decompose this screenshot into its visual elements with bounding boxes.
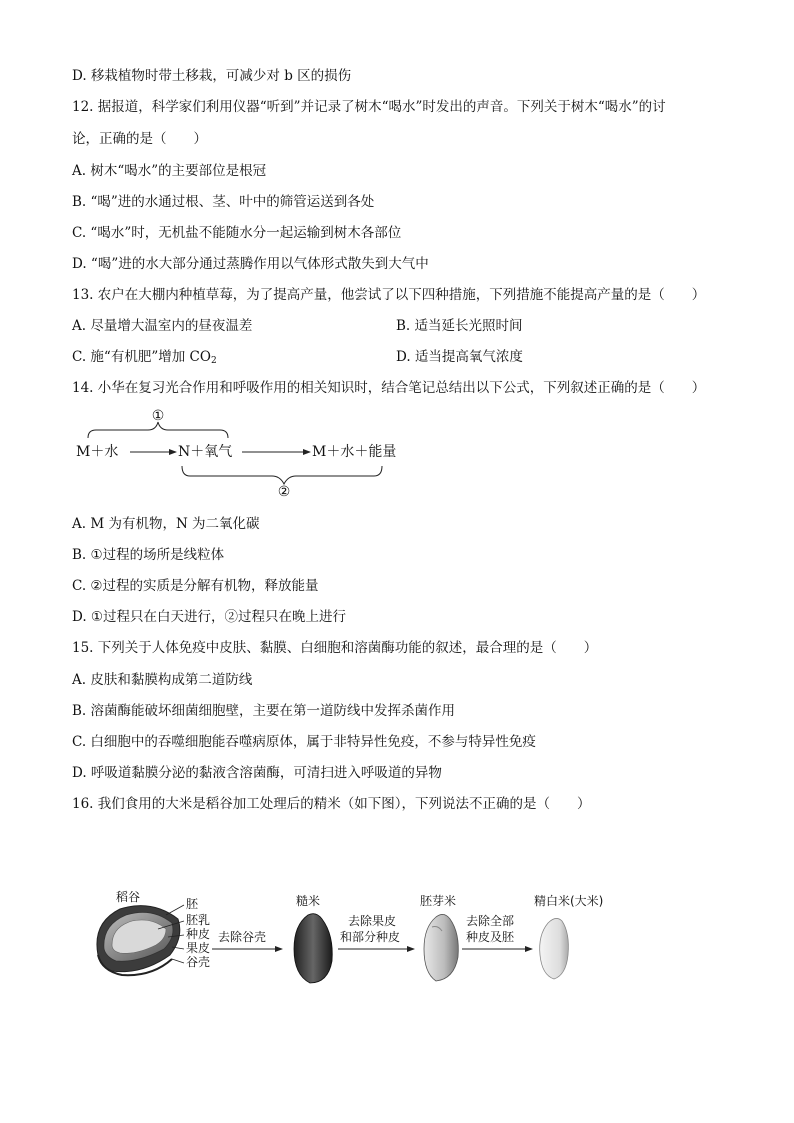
q14-stem: 14. 小华在复习光合作用和呼吸作用的相关知识时，结合笔记总结出以下公式，下列叙述正确的是（ ） — [72, 380, 706, 396]
q12-option-d: D. “喝”进的水大部分通过蒸腾作用以气体形式散失到大气中 — [72, 256, 429, 272]
q14-brace-top — [88, 422, 228, 438]
q15-option-b: B. 溶菌酶能破坏细菌细胞壁，主要在第一道防线中发挥杀菌作用 — [72, 703, 456, 719]
q14-formula-middle: N＋氧气 — [178, 444, 233, 460]
q16-product2-label: 胚芽米 — [420, 894, 457, 908]
q16-step1-label: 去除谷壳 — [218, 930, 267, 944]
q16-paddy-grain-image — [97, 906, 180, 976]
q14-option-c: C. ②过程的实质是分解有机物，释放能量 — [72, 578, 319, 594]
q16-step2-label-line1: 去除果皮 — [348, 914, 397, 928]
q16-part-label-1: 胚乳 — [186, 913, 211, 927]
q16-product3-label: 精白米(大米) — [534, 894, 604, 908]
q16-polished-rice-image — [540, 918, 569, 979]
q16-part-label-0: 胚 — [186, 897, 199, 911]
q15-stem: 15. 下列关于人体免疫中皮肤、黏膜、白细胞和溶菌酶功能的叙述，最合理的是（ ） — [72, 640, 598, 656]
q14-option-d: D. ①过程只在白天进行，②过程只在晚上进行 — [72, 609, 347, 625]
q16-rice-figure — [72, 875, 632, 995]
q16-brown-rice-image — [294, 914, 332, 983]
q16-part-label-3: 果皮 — [186, 941, 211, 955]
q16-part-label-2: 种皮 — [186, 927, 211, 941]
q11-option-d: D. 移栽植物时带土移栽，可减少对 b 区的损伤 — [72, 68, 352, 84]
q13-option-a: A. 尽量增大温室内的昼夜温差 — [72, 318, 253, 334]
q16-germ-rice-image — [424, 914, 458, 981]
q14-label-1: ① — [151, 408, 165, 424]
q14-formula-left: M＋水 — [76, 444, 119, 460]
q16-step2-label-line2: 和部分种皮 — [340, 930, 401, 944]
q12-option-a: A. 树木“喝水”的主要部位是根冠 — [72, 163, 267, 179]
q12-option-c: C. “喝水”时，无机盐不能随水分一起运输到树木各部位 — [72, 225, 402, 241]
q12-stem-line1: 12. 据报道，科学家们利用仪器“听到”并记录了树木“喝水”时发出的声音。下列关于树木“喝水”的讨 — [72, 99, 666, 115]
q13-option-b: B. 适当延长光照时间 — [396, 318, 523, 334]
q16-grain-title: 稻谷 — [116, 890, 141, 904]
q14-brace-bottom — [182, 466, 382, 484]
q14-option-a: A. M 为有机物，N 为二氧化碳 — [72, 516, 260, 532]
q13-option-c-subscript: 2 — [210, 356, 217, 366]
q12-option-b: B. “喝”进的水通过根、茎、叶中的筛管运送到各处 — [72, 194, 375, 210]
q13-option-c-text: C. 施“有机肥”增加 CO — [72, 349, 211, 365]
q13-option-d: D. 适当提高氧气浓度 — [396, 349, 523, 365]
q15-option-a: A. 皮肤和黏膜构成第二道防线 — [72, 672, 253, 688]
q15-option-d: D. 呼吸道黏膜分泌的黏液含溶菌酶，可清扫进入呼吸道的异物 — [72, 765, 442, 781]
q14-option-b: B. ①过程的场所是线粒体 — [72, 547, 225, 563]
q13-stem: 13. 农户在大棚内种植草莓，为了提高产量，他尝试了以下四种措施，下列措施不能提高产量的是（ ） — [72, 287, 706, 303]
q16-step3-label-line2: 种皮及胚 — [466, 930, 515, 944]
q16-step3-label-line1: 去除全部 — [466, 914, 515, 928]
q14-formula-right: M＋水＋能量 — [312, 444, 397, 460]
q15-option-c: C. 白细胞中的吞噬细胞能吞噬病原体，属于非特异性免疫，不参与特异性免疫 — [72, 734, 536, 750]
q16-product1-label: 糙米 — [296, 894, 321, 908]
q16-stem: 16. 我们食用的大米是稻谷加工处理后的精米（如下图），下列说法不正确的是（ ） — [72, 796, 591, 812]
q13-option-c — [72, 348, 217, 370]
q14-label-2: ② — [277, 484, 291, 500]
q12-stem-line2: 论，正确的是（ ） — [72, 131, 207, 147]
q16-part-label-4: 谷壳 — [186, 955, 211, 969]
q14-formula-diagram — [72, 406, 432, 502]
